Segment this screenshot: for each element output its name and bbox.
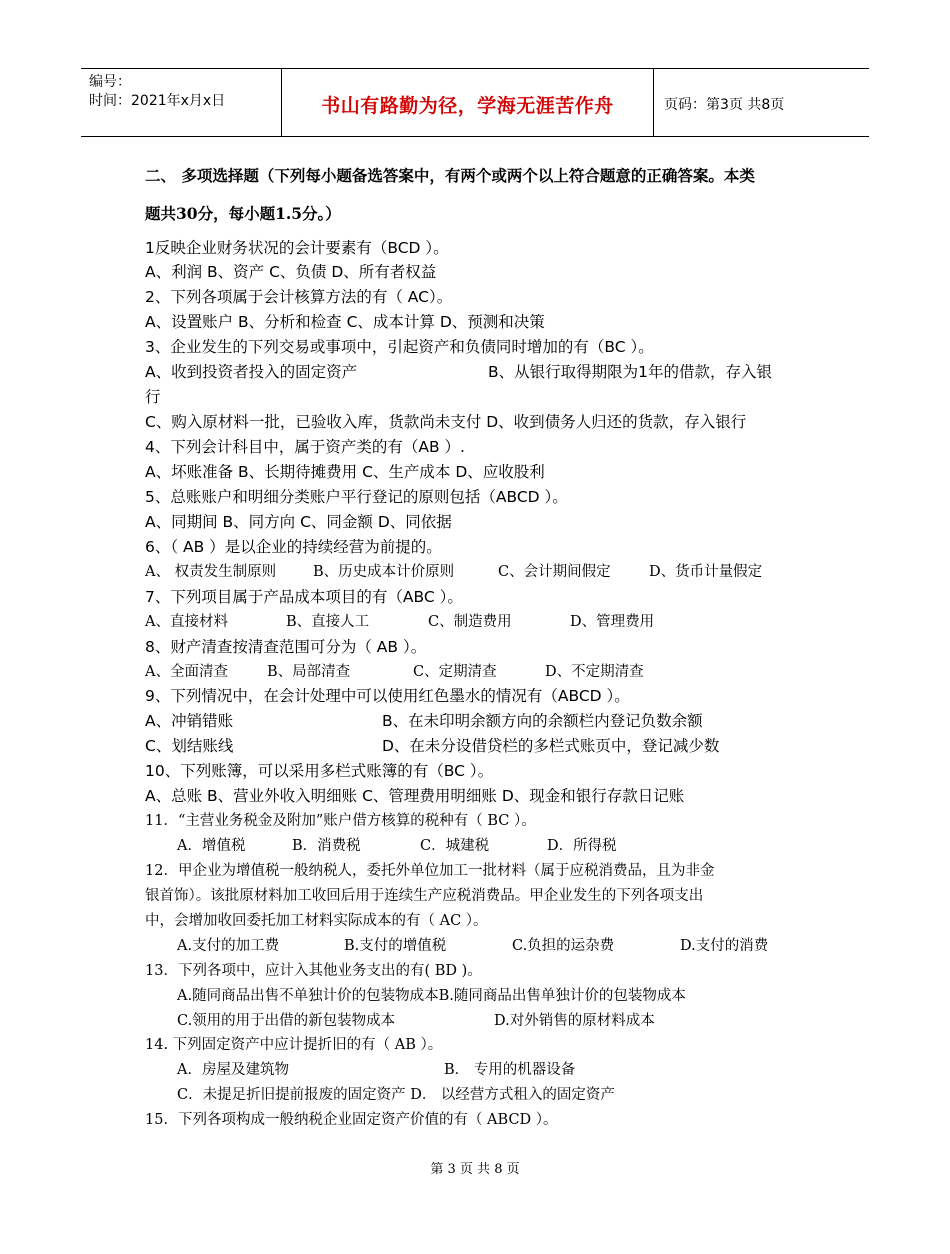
q8-option-a: A、全面清查 bbox=[145, 664, 228, 680]
header-motto: 书山有路勤为径，学海无涯苦作舟 bbox=[321, 95, 614, 117]
header-left bbox=[89, 73, 225, 111]
q12-option-a: A.支付的加工费 bbox=[177, 938, 280, 954]
q3-option-a: A、收到投资者投入的固定资产 bbox=[145, 363, 358, 381]
q7-stem: 7、下列项目属于产品成本项目的有（ABC ）。 bbox=[145, 588, 463, 606]
q2-options: A、设置账户 B、分析和检查 C、成本计算 D、预测和决策 bbox=[145, 313, 545, 331]
q2-stem: 2、下列各项属于会计核算方法的有（ AC）。 bbox=[145, 288, 453, 306]
q7-option-b: B、直接人工 bbox=[286, 614, 370, 630]
q12-option-d: D.支付的消费 bbox=[680, 938, 769, 954]
q12-stem-cont: 银首饰）。该批原材料加工收回后用于连续生产应税消费品。甲企业发生的下列各项支出 bbox=[145, 888, 704, 904]
header-page-info: 页码：第3页 共8页 bbox=[664, 97, 785, 113]
q13-options-ab: A.随同商品出售不单独计价的包装物成本B.随同商品出售单独计价的包装物成本 bbox=[177, 988, 686, 1004]
q14-options-cd: C．未提足折旧提前报废的固定资产 D． 以经营方式租入的固定资产 bbox=[177, 1087, 615, 1103]
q9-option-d: D、在未分设借贷栏的多栏式账页中，登记减少数 bbox=[382, 737, 720, 755]
q4-options: A、坏账准备 B、长期待摊费用 C、生产成本 D、应收股利 bbox=[145, 463, 545, 481]
q3-stem: 3、企业发生的下列交易或事项中，引起资产和负债同时增加的有（BC ）。 bbox=[145, 338, 654, 356]
q3-option-b-wrap: 行 bbox=[145, 388, 161, 406]
q10-stem: 10、下列账簿，可以采用多栏式账簿的有（BC ）。 bbox=[145, 762, 494, 780]
q7-option-c: C、制造费用 bbox=[428, 614, 512, 630]
q7-option-d: D、管理费用 bbox=[570, 614, 655, 630]
q7-option-a: A、直接材料 bbox=[145, 614, 228, 630]
q9-option-a: A、冲销错账 bbox=[145, 712, 234, 730]
q13-stem: 13．下列各项中，应计入其他业务支出的有( BD )。 bbox=[145, 963, 482, 979]
page-header bbox=[81, 68, 869, 137]
q9-option-c: C、划结账线 bbox=[145, 737, 234, 755]
q13-option-c: C.领用的用于出借的新包装物成本 bbox=[177, 1013, 396, 1029]
q3-options-cd: C、购入原材料一批，已验收入库，货款尚未支付 D、收到债务人归还的货款，存入银行 bbox=[145, 413, 747, 431]
q11-option-c: C．城建税 bbox=[420, 838, 490, 854]
q1-stem: 1反映企业财务状况的会计要素有（BCD ）。 bbox=[145, 239, 449, 257]
q9-stem: 9、下列情况中，在会计处理中可以使用红色墨水的情况有（ABCD ）。 bbox=[145, 687, 630, 705]
q3-option-b: B、从银行取得期限为1年的借款，存入银 bbox=[488, 363, 772, 381]
section-title-cont: 题共30分，每小题1.5分。） bbox=[145, 204, 341, 223]
q12-option-b: B.支付的增值税 bbox=[344, 938, 447, 954]
q6-stem: 6、（ AB ）是以企业的持续经营为前提的。 bbox=[145, 538, 442, 556]
q14-stem: 14. 下列固定资产中应计提折旧的有（ AB ）。 bbox=[145, 1037, 443, 1053]
q14-option-a: A．房屋及建筑物 bbox=[177, 1062, 289, 1078]
q11-stem: 11．“主营业务税金及附加”账户借方核算的税种有（ BC ）。 bbox=[145, 813, 536, 829]
q12-stem: 12．甲企业为增值税一般纳税人，委托外单位加工一批材料（属于应税消费品，且为非金 bbox=[145, 863, 715, 879]
q8-stem: 8、财产清查按清查范围可分为（ AB ）。 bbox=[145, 638, 427, 656]
q11-option-d: D．所得税 bbox=[547, 838, 617, 854]
q12-stem-cont: 中，会增加收回委托加工材料实际成本的有（ AC ）。 bbox=[145, 913, 488, 929]
q14-option-b: B． 专用的机器设备 bbox=[444, 1062, 576, 1078]
page-footer: 第 3 页 共 8 页 bbox=[430, 1162, 520, 1177]
q6-option-a: A、 权责发生制原则 bbox=[145, 564, 277, 580]
q10-options: A、总账 B、营业外收入明细账 C、管理费用明细账 D、现金和银行存款日记账 bbox=[145, 787, 685, 805]
q8-option-b: B、局部清查 bbox=[267, 664, 351, 680]
q15-stem: 15．下列各项构成一般纳税企业固定资产价值的有（ ABCD ）。 bbox=[145, 1112, 558, 1128]
header-divider bbox=[653, 69, 654, 136]
q6-option-c: C、会计期间假定 bbox=[498, 564, 611, 580]
q5-options: A、同期间 B、同方向 C、同金额 D、同依据 bbox=[145, 513, 452, 531]
q8-option-c: C、定期清查 bbox=[413, 664, 497, 680]
q1-options: A、利润 B、资产 C、负债 D、所有者权益 bbox=[145, 263, 437, 281]
q9-option-b: B、在未印明余额方向的余额栏内登记负数余额 bbox=[382, 712, 703, 730]
time-label: 时间：2021年x月x日 bbox=[89, 93, 226, 109]
section-title: 二、 多项选择题（下列每小题备选答案中，有两个或两个以上符合题意的正确答案。本类 bbox=[145, 166, 755, 185]
q13-option-d: D.对外销售的原材料成本 bbox=[494, 1013, 655, 1029]
q4-stem: 4、下列会计科目中，属于资产类的有（AB ）. bbox=[145, 438, 465, 456]
q11-option-a: A．增值税 bbox=[177, 838, 246, 854]
q11-option-b: B．消费税 bbox=[292, 838, 361, 854]
q6-option-d: D、货币计量假定 bbox=[649, 564, 763, 580]
q6-option-b: B、历史成本计价原则 bbox=[313, 564, 455, 580]
q5-stem: 5、总账账户和明细分类账户平行登记的原则包括（ABCD ）。 bbox=[145, 488, 568, 506]
q8-option-d: D、不定期清查 bbox=[545, 664, 644, 680]
q12-option-c: C.负担的运杂费 bbox=[512, 938, 615, 954]
number-label: 编号： bbox=[89, 74, 131, 90]
